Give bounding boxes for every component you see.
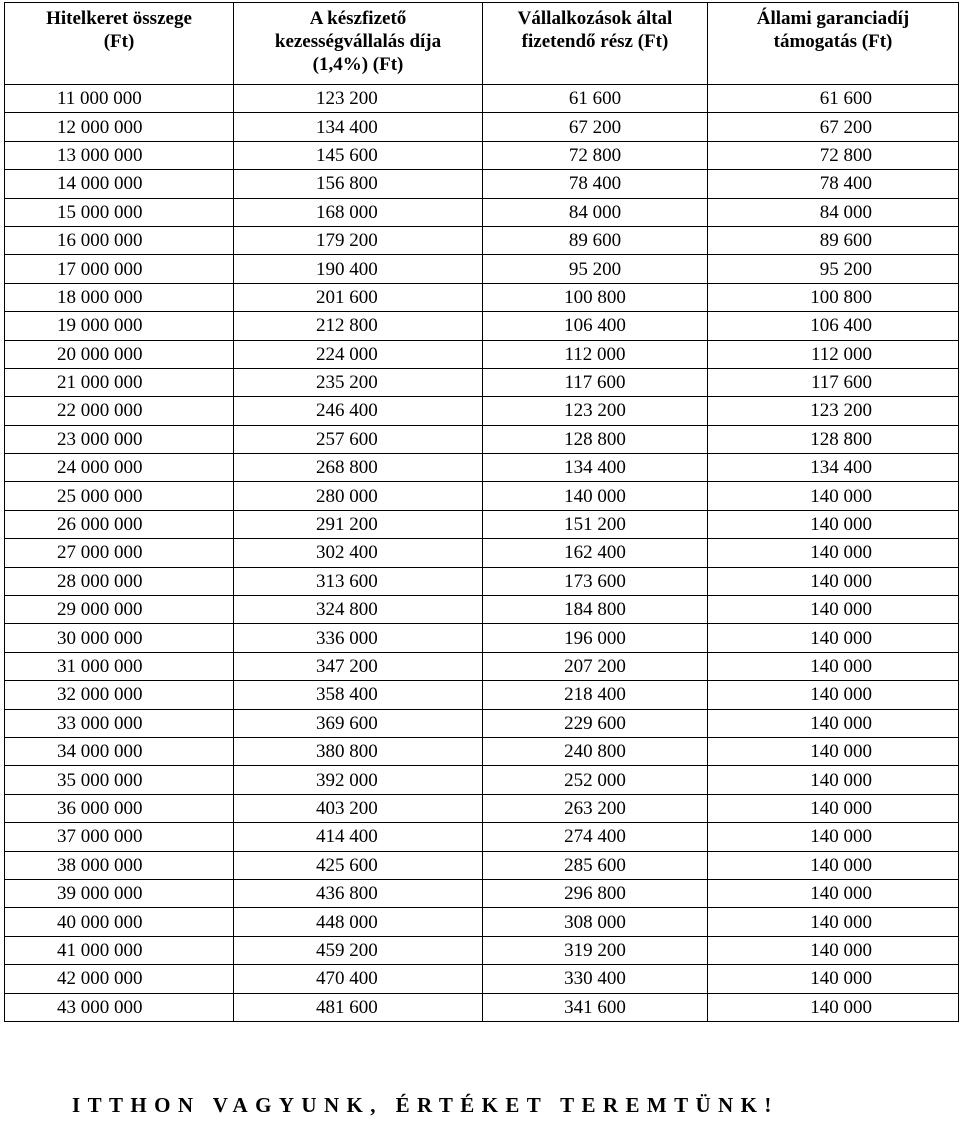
column-header-1 bbox=[5, 3, 234, 85]
table-cell: 257 600 bbox=[234, 425, 483, 453]
table-cell: 11 000 000 bbox=[5, 85, 234, 113]
table-cell: 15 000 000 bbox=[5, 198, 234, 226]
table-cell: 20 000 000 bbox=[5, 340, 234, 368]
table-cell: 29 000 000 bbox=[5, 596, 234, 624]
column-header-2 bbox=[234, 3, 483, 85]
header-row bbox=[5, 3, 959, 85]
table-cell: 207 200 bbox=[483, 652, 708, 680]
table-cell: 308 000 bbox=[483, 908, 708, 936]
table-row bbox=[5, 226, 959, 254]
table-cell: 190 400 bbox=[234, 255, 483, 283]
table-cell: 140 000 bbox=[708, 879, 959, 907]
table-cell: 140 000 bbox=[708, 851, 959, 879]
table-cell: 268 800 bbox=[234, 454, 483, 482]
table-cell: 436 800 bbox=[234, 879, 483, 907]
table-row bbox=[5, 85, 959, 113]
table-row bbox=[5, 255, 959, 283]
table-cell: 140 000 bbox=[708, 794, 959, 822]
table-cell: 36 000 000 bbox=[5, 794, 234, 822]
table-cell: 240 800 bbox=[483, 737, 708, 765]
table-cell: 246 400 bbox=[234, 397, 483, 425]
table-cell: 140 000 bbox=[708, 510, 959, 538]
table-cell: 140 000 bbox=[708, 624, 959, 652]
table-cell: 341 600 bbox=[483, 993, 708, 1021]
column-header-4 bbox=[708, 3, 959, 85]
table-row bbox=[5, 397, 959, 425]
table-cell: 16 000 000 bbox=[5, 226, 234, 254]
table-row bbox=[5, 141, 959, 169]
table-row bbox=[5, 482, 959, 510]
table-cell: 263 200 bbox=[483, 794, 708, 822]
table-cell: 140 000 bbox=[708, 908, 959, 936]
table-cell: 35 000 000 bbox=[5, 766, 234, 794]
table-cell: 37 000 000 bbox=[5, 823, 234, 851]
column-header-line: Vállalkozások által bbox=[517, 8, 673, 29]
table-cell: 369 600 bbox=[234, 709, 483, 737]
table-cell: 40 000 000 bbox=[5, 908, 234, 936]
fee-table bbox=[4, 2, 959, 1022]
table-cell: 313 600 bbox=[234, 567, 483, 595]
table-cell: 212 800 bbox=[234, 312, 483, 340]
table-cell: 117 600 bbox=[483, 368, 708, 396]
column-header-3 bbox=[483, 3, 708, 85]
column-header-line: (Ft) bbox=[103, 31, 135, 52]
table-cell: 140 000 bbox=[708, 539, 959, 567]
table-cell: 67 200 bbox=[483, 113, 708, 141]
table-cell: 78 400 bbox=[708, 170, 959, 198]
table-cell: 173 600 bbox=[483, 567, 708, 595]
column-header-line: (1,4%) (Ft) bbox=[312, 54, 404, 75]
table-cell: 100 800 bbox=[483, 283, 708, 311]
table-cell: 123 200 bbox=[234, 85, 483, 113]
table-row bbox=[5, 851, 959, 879]
table-cell: 196 000 bbox=[483, 624, 708, 652]
table-cell: 32 000 000 bbox=[5, 681, 234, 709]
table-cell: 151 200 bbox=[483, 510, 708, 538]
table-cell: 38 000 000 bbox=[5, 851, 234, 879]
table-cell: 84 000 bbox=[483, 198, 708, 226]
table-cell: 61 600 bbox=[483, 85, 708, 113]
table-cell: 459 200 bbox=[234, 936, 483, 964]
table-cell: 425 600 bbox=[234, 851, 483, 879]
table-row bbox=[5, 368, 959, 396]
table-cell: 224 000 bbox=[234, 340, 483, 368]
footer-slogan: ITTHON VAGYUNK, ÉRTÉKET TEREMTÜNK! bbox=[72, 1093, 779, 1117]
table-cell: 106 400 bbox=[708, 312, 959, 340]
table-cell: 140 000 bbox=[708, 766, 959, 794]
table-cell: 140 000 bbox=[708, 965, 959, 993]
table-cell: 140 000 bbox=[708, 823, 959, 851]
table-cell: 17 000 000 bbox=[5, 255, 234, 283]
table-row bbox=[5, 340, 959, 368]
table-row bbox=[5, 681, 959, 709]
table-cell: 123 200 bbox=[483, 397, 708, 425]
column-header-line: fizetendő rész (Ft) bbox=[521, 31, 669, 52]
table-row bbox=[5, 425, 959, 453]
table-row bbox=[5, 624, 959, 652]
table-row bbox=[5, 766, 959, 794]
table-cell: 403 200 bbox=[234, 794, 483, 822]
table-row bbox=[5, 510, 959, 538]
table-cell: 106 400 bbox=[483, 312, 708, 340]
table-cell: 18 000 000 bbox=[5, 283, 234, 311]
table-cell: 89 600 bbox=[483, 226, 708, 254]
column-header-line: Állami garanciadíj bbox=[756, 8, 910, 29]
table-body bbox=[5, 85, 959, 1022]
table-cell: 21 000 000 bbox=[5, 368, 234, 396]
table-cell: 128 800 bbox=[708, 425, 959, 453]
table-row bbox=[5, 454, 959, 482]
table-cell: 324 800 bbox=[234, 596, 483, 624]
table-cell: 140 000 bbox=[708, 567, 959, 595]
table-row bbox=[5, 709, 959, 737]
table-cell: 28 000 000 bbox=[5, 567, 234, 595]
table-cell: 30 000 000 bbox=[5, 624, 234, 652]
table-row bbox=[5, 993, 959, 1021]
table-cell: 33 000 000 bbox=[5, 709, 234, 737]
table-cell: 291 200 bbox=[234, 510, 483, 538]
table-cell: 134 400 bbox=[483, 454, 708, 482]
table-cell: 67 200 bbox=[708, 113, 959, 141]
table-cell: 448 000 bbox=[234, 908, 483, 936]
table-row bbox=[5, 596, 959, 624]
table-cell: 140 000 bbox=[708, 709, 959, 737]
table-cell: 140 000 bbox=[483, 482, 708, 510]
table-cell: 95 200 bbox=[483, 255, 708, 283]
table-cell: 23 000 000 bbox=[5, 425, 234, 453]
table-row bbox=[5, 113, 959, 141]
table-cell: 347 200 bbox=[234, 652, 483, 680]
table-cell: 41 000 000 bbox=[5, 936, 234, 964]
table-row bbox=[5, 879, 959, 907]
table-cell: 392 000 bbox=[234, 766, 483, 794]
table-cell: 280 000 bbox=[234, 482, 483, 510]
table-cell: 72 800 bbox=[708, 141, 959, 169]
table-cell: 229 600 bbox=[483, 709, 708, 737]
table-cell: 140 000 bbox=[708, 993, 959, 1021]
table-cell: 123 200 bbox=[708, 397, 959, 425]
table-cell: 22 000 000 bbox=[5, 397, 234, 425]
table-cell: 78 400 bbox=[483, 170, 708, 198]
table-cell: 27 000 000 bbox=[5, 539, 234, 567]
table-cell: 24 000 000 bbox=[5, 454, 234, 482]
table-row bbox=[5, 908, 959, 936]
column-header-line: A készfizető bbox=[309, 8, 407, 29]
table-cell: 112 000 bbox=[708, 340, 959, 368]
table-cell: 140 000 bbox=[708, 652, 959, 680]
table-row bbox=[5, 539, 959, 567]
table-cell: 470 400 bbox=[234, 965, 483, 993]
table-cell: 336 000 bbox=[234, 624, 483, 652]
table-cell: 358 400 bbox=[234, 681, 483, 709]
table-cell: 34 000 000 bbox=[5, 737, 234, 765]
table-cell: 481 600 bbox=[234, 993, 483, 1021]
table-cell: 140 000 bbox=[708, 737, 959, 765]
table-cell: 19 000 000 bbox=[5, 312, 234, 340]
table-cell: 168 000 bbox=[234, 198, 483, 226]
table-cell: 25 000 000 bbox=[5, 482, 234, 510]
table-cell: 296 800 bbox=[483, 879, 708, 907]
table-cell: 112 000 bbox=[483, 340, 708, 368]
table-cell: 134 400 bbox=[708, 454, 959, 482]
table-row bbox=[5, 965, 959, 993]
table-cell: 184 800 bbox=[483, 596, 708, 624]
table-cell: 100 800 bbox=[708, 283, 959, 311]
table-cell: 31 000 000 bbox=[5, 652, 234, 680]
table-cell: 380 800 bbox=[234, 737, 483, 765]
table-cell: 252 000 bbox=[483, 766, 708, 794]
table-cell: 72 800 bbox=[483, 141, 708, 169]
table-cell: 179 200 bbox=[234, 226, 483, 254]
table-cell: 162 400 bbox=[483, 539, 708, 567]
table-cell: 302 400 bbox=[234, 539, 483, 567]
table-cell: 414 400 bbox=[234, 823, 483, 851]
table-cell: 330 400 bbox=[483, 965, 708, 993]
table-cell: 95 200 bbox=[708, 255, 959, 283]
table-cell: 140 000 bbox=[708, 681, 959, 709]
table-cell: 140 000 bbox=[708, 936, 959, 964]
table-cell: 156 800 bbox=[234, 170, 483, 198]
table-cell: 39 000 000 bbox=[5, 879, 234, 907]
table-cell: 134 400 bbox=[234, 113, 483, 141]
table-row bbox=[5, 312, 959, 340]
table-row bbox=[5, 567, 959, 595]
table-cell: 117 600 bbox=[708, 368, 959, 396]
table-cell: 12 000 000 bbox=[5, 113, 234, 141]
table-cell: 14 000 000 bbox=[5, 170, 234, 198]
table-row bbox=[5, 652, 959, 680]
table-cell: 84 000 bbox=[708, 198, 959, 226]
table-row bbox=[5, 283, 959, 311]
table-cell: 13 000 000 bbox=[5, 141, 234, 169]
table-row bbox=[5, 823, 959, 851]
table-cell: 201 600 bbox=[234, 283, 483, 311]
table-cell: 89 600 bbox=[708, 226, 959, 254]
table-row bbox=[5, 737, 959, 765]
table-cell: 145 600 bbox=[234, 141, 483, 169]
column-header-line: Hitelkeret összege bbox=[46, 8, 192, 29]
column-header-line: támogatás (Ft) bbox=[773, 31, 893, 52]
table-cell: 274 400 bbox=[483, 823, 708, 851]
table-header bbox=[5, 3, 959, 85]
table-cell: 235 200 bbox=[234, 368, 483, 396]
table-cell: 43 000 000 bbox=[5, 993, 234, 1021]
table-cell: 285 600 bbox=[483, 851, 708, 879]
table-row bbox=[5, 936, 959, 964]
table-cell: 319 200 bbox=[483, 936, 708, 964]
table-row bbox=[5, 170, 959, 198]
table-cell: 140 000 bbox=[708, 482, 959, 510]
table-cell: 140 000 bbox=[708, 596, 959, 624]
table-cell: 42 000 000 bbox=[5, 965, 234, 993]
table-row bbox=[5, 794, 959, 822]
table-cell: 26 000 000 bbox=[5, 510, 234, 538]
table-cell: 218 400 bbox=[483, 681, 708, 709]
table-cell: 128 800 bbox=[483, 425, 708, 453]
table-cell: 61 600 bbox=[708, 85, 959, 113]
column-header-line: kezességvállalás díja bbox=[274, 31, 442, 52]
table-row bbox=[5, 198, 959, 226]
